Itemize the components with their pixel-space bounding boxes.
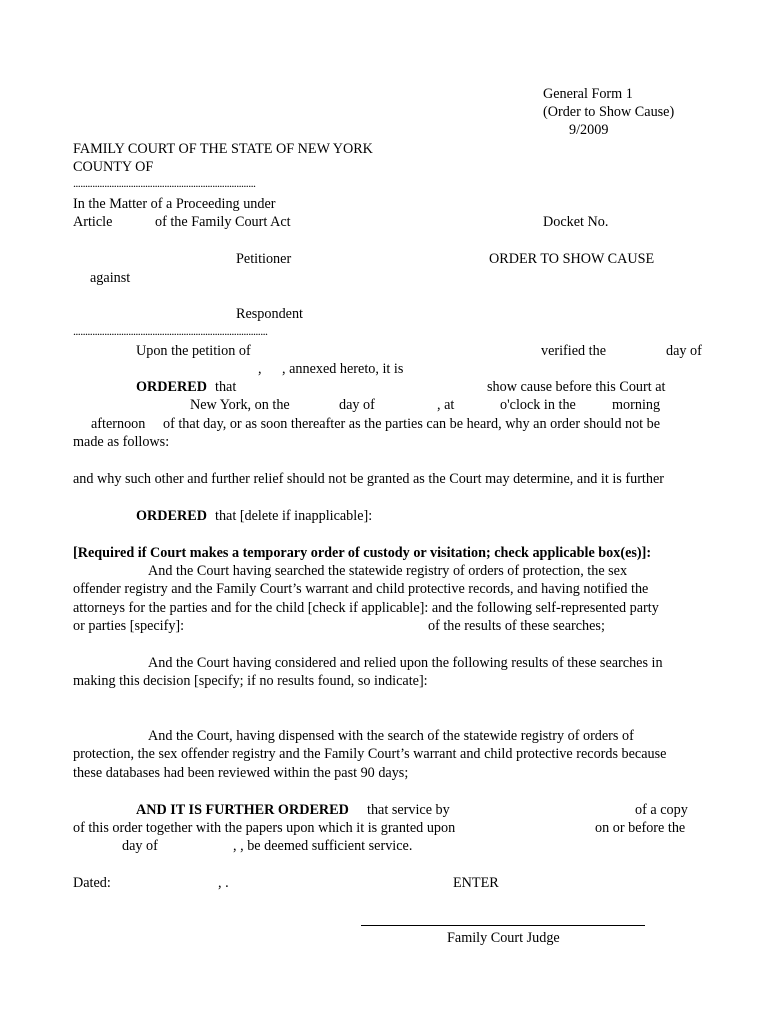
further-ordered-label: AND IT IS FURTHER ORDERED bbox=[136, 802, 349, 818]
upon-petition: Upon the petition of bbox=[136, 343, 251, 359]
day-of-2: day of bbox=[339, 397, 375, 413]
show-cause: show cause before this Court at bbox=[487, 379, 666, 395]
on-or-before: on or before the bbox=[595, 820, 686, 836]
judge-label: Family Court Judge bbox=[447, 930, 560, 946]
dated-label: Dated: bbox=[73, 875, 111, 891]
morning-label: morning bbox=[612, 397, 661, 413]
sufficient-service: , , be deemed sufficient service. bbox=[233, 838, 413, 854]
parties-dotted-line: ................................................................................. bbox=[73, 324, 268, 338]
service-line-2: of this order together with the papers upon which it is granted upon bbox=[73, 820, 456, 836]
ordered-label: ORDERED bbox=[136, 379, 207, 395]
signature-line bbox=[361, 925, 645, 926]
document-title: ORDER TO SHOW CAUSE bbox=[489, 251, 655, 267]
petition-comma: , bbox=[258, 361, 262, 377]
required-line-1: And the Court having searched the statewide registry of orders of protection, the sex bbox=[148, 563, 628, 579]
required-line-2: offender registry and the Family Court’s warrant and child protective records, and having notified the bbox=[73, 581, 649, 597]
verified-the: verified the bbox=[541, 343, 606, 359]
ordered-label-2: ORDERED bbox=[136, 508, 207, 524]
at-label: , at bbox=[437, 397, 455, 413]
form-id-line2: (Order to Show Cause) bbox=[543, 104, 675, 120]
respondent-label: Respondent bbox=[236, 306, 303, 322]
required-line-4b: of the results of these searches; bbox=[428, 618, 605, 634]
form-id-line1: General Form 1 bbox=[543, 86, 633, 102]
of-that-day: of that day, or as soon thereafter as the parties can be heard, why an order should not be bbox=[163, 416, 661, 432]
delete-if-inapplicable: that [delete if inapplicable]: bbox=[215, 508, 373, 524]
afternoon-label: afternoon bbox=[91, 416, 146, 432]
court-dotted-line: ............................................................................ bbox=[73, 176, 256, 190]
date-separators: , . bbox=[218, 875, 229, 891]
act-label: of the Family Court Act bbox=[155, 214, 291, 230]
dispensed-line-2: protection, the sex offender registry and the Family Court’s warrant and child protective records because bbox=[73, 746, 667, 762]
made-as-follows: made as follows: bbox=[73, 434, 170, 450]
service-by: that service by bbox=[367, 802, 450, 818]
required-line-3: attorneys for the parties and for the child [check if applicable]: and the following self-represented party bbox=[73, 600, 659, 616]
required-heading: [Required if Court makes a temporary order of custody or visitation; check applicable box(es)]: bbox=[73, 545, 652, 561]
required-line-4a: or parties [specify]: bbox=[73, 618, 185, 634]
county-label: COUNTY OF bbox=[73, 159, 154, 175]
considered-line-2: making this decision [specify; if no results found, so indicate]: bbox=[73, 673, 428, 689]
enter-label: ENTER bbox=[453, 875, 499, 891]
service-day-of: day of bbox=[122, 838, 158, 854]
form-id-date: 9/2009 bbox=[569, 122, 609, 138]
dispensed-line-3: these databases had been reviewed within the past 90 days; bbox=[73, 765, 409, 781]
dispensed-line-1: And the Court, having dispensed with the search of the statewide registry of orders of bbox=[148, 728, 634, 744]
against-label: against bbox=[90, 270, 131, 286]
new-york-on: New York, on the bbox=[190, 397, 290, 413]
day-of-1: day of bbox=[666, 343, 702, 359]
petitioner-label: Petitioner bbox=[236, 251, 292, 267]
further-relief: and why such other and further relief should not be granted as the Court may determine, and it is further bbox=[73, 471, 664, 487]
annexed-hereto: , annexed hereto, it is bbox=[282, 361, 404, 377]
court-name: FAMILY COURT OF THE STATE OF NEW YORK bbox=[73, 141, 373, 157]
article-label: Article bbox=[73, 214, 113, 230]
matter-line: In the Matter of a Proceeding under bbox=[73, 196, 276, 212]
considered-line-1: And the Court having considered and relied upon the following results of these searches in bbox=[148, 655, 663, 671]
docket-label: Docket No. bbox=[543, 214, 609, 230]
oclock-label: o'clock in the bbox=[500, 397, 576, 413]
ordered-that: that bbox=[215, 379, 237, 395]
of-a-copy: of a copy bbox=[635, 802, 688, 818]
